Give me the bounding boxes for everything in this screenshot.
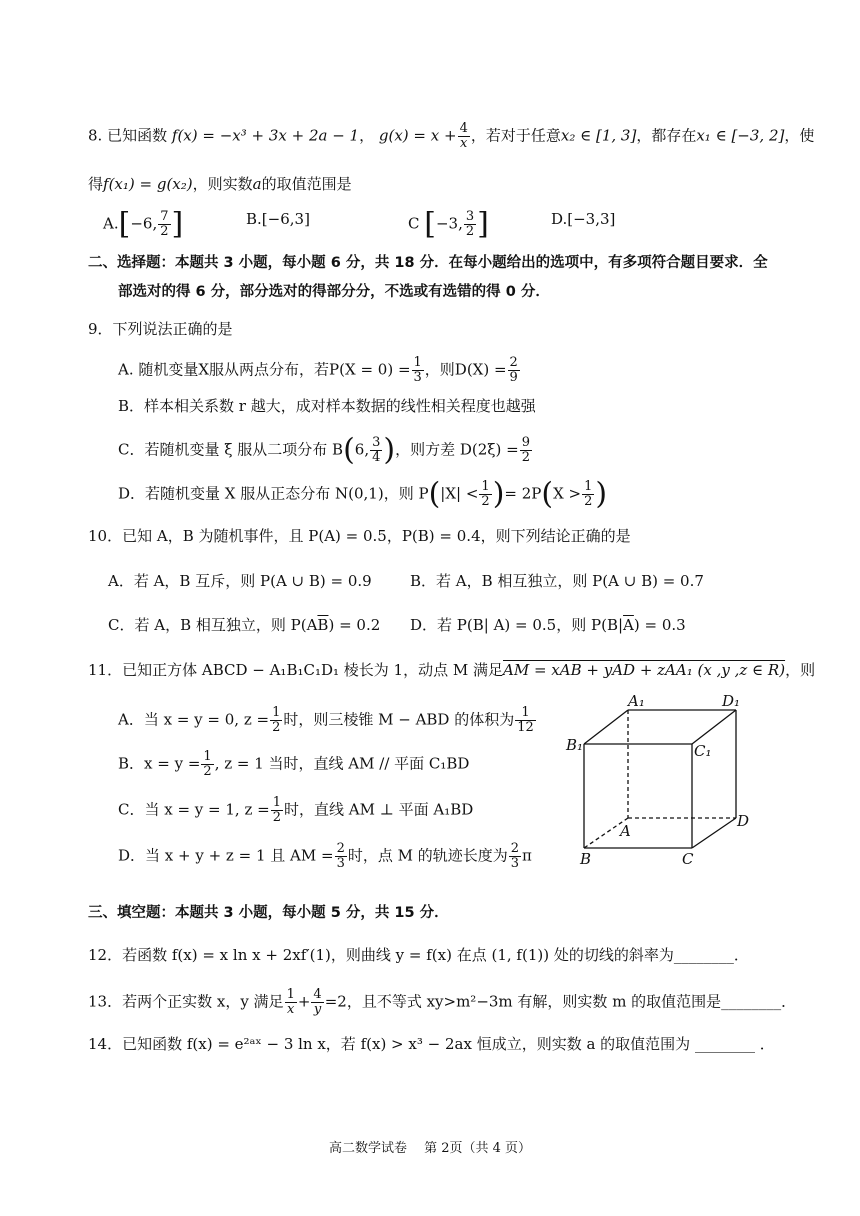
q10-option-d: D．若 P(B| A) = 0.5，则 $P(B|\overline{A}) = 0.3$ (410, 616, 686, 634)
section2-header-line1: 二、选择题：本题共 3 小题，每小题 6 分，共 18 分．在每小题给出的选项中，有多项符合题目要求．全 (88, 255, 768, 271)
q10-stem: 10．已知 A，B 为随机事件，且 P(A) = 0.5，P(B) = 0.4，则下列结论正确的是 (88, 527, 631, 545)
q9-stem: 9．下列说法正确的是 (88, 320, 233, 338)
q11-option-d: D．当 x + y + z = 1 且 AM = $\frac{2}{3}$ 时，点 M 的轨迹长度为 $\frac{2}{3}$ π (118, 841, 532, 871)
q11-option-b: B．x = y = $\frac{1}{2}$ , z = 1 当时，直线 AM // 平面 C₁BD (118, 749, 470, 779)
q13: 13．若两个正实数 x，y 满足 $\frac{1}{x}$ + $\frac{4}{y}$ =2，且不等式 xy>m²−3m 有解，则实数 m 的取值范围是________． (88, 987, 797, 1017)
cube-edge (692, 818, 736, 848)
q9-option-a: A. 随机变量X服从两点分布，若P(X = 0) = $\frac{1}{3}$ ，则D(X) = $\frac{2}{9}$ (118, 355, 518, 385)
q8-line2: 得f(x₁) = g(x₂)，则实数a的取值范围是 (88, 175, 352, 193)
cube-label-b: B (580, 850, 592, 868)
cube-label-b1: B₁ (566, 736, 584, 754)
q9-option-c: C．若随机变量 ξ 服从二项分布 B(6, $\frac{3}{4}$ )，则方差 D(2ξ) = $\frac{9}{2}$ (118, 432, 531, 468)
cube-label-a: A (620, 822, 631, 840)
fraction: $\frac{4}{x}$ (459, 121, 468, 151)
cube-edge (692, 710, 736, 744)
q8-option-c: C [−3, $\frac{3}{2}$ ] (408, 206, 489, 242)
q8-option-a: A.[−6, $\frac{7}{2}$ ] (103, 206, 184, 242)
q14: 14．已知函数 f(x) = e²ᵃˣ − 3 ln x，若 f(x) > x³ − 2ax 恒成立，则实数 a 的取值范围为 ________ ． (88, 1035, 775, 1053)
q12: 12．若函数 f(x) = x ln x + 2xf′(1)，则曲线 y = f(x) 在点 (1, f(1)) 处的切线的斜率为________． (88, 946, 749, 964)
q8-option-d: D.[−3,3] (551, 210, 616, 228)
cube-label-a1: A₁ (628, 692, 645, 710)
cube-label-d1: D₁ (722, 692, 741, 710)
q8-option-b: B.[−6,3] (246, 210, 310, 228)
q8-line1: 8. 已知函数 f(x) = −x³ + 3x + 2a − 1， g(x) = x + $\frac{4}{x}$ ，若对于任意x₂ ∈ [1, 3]，都存在x₁ ∈ [−3, 2]，使 (88, 121, 815, 151)
q9-option-d: D．若随机变量 X 服从正态分布 N(0,1)，则 P(|X| < $\frac{1}{2}$ )= 2P(X > $\frac{1}{2}$ ) (118, 476, 608, 512)
section2-header-line2: 部选对的得 6 分，部分选对的得部分分，不选或有选错的得 0 分． (118, 284, 550, 300)
cube-label-c1: C₁ (694, 742, 712, 760)
q10-option-a: A．若 A，B 互斥，则 P(A ∪ B) = 0.9 (108, 572, 372, 590)
q10-option-b: B．若 A，B 相互独立，则 P(A ∪ B) = 0.7 (410, 572, 704, 590)
q9-option-b: B．样本相关系数 r 越大，成对样本数据的线性相关程度也越强 (118, 397, 536, 415)
q11-stem: 11．已知正方体 ABCD − A₁B₁C₁D₁ 棱长为 1，动点 M 满足AM = xAB + yAD + zAA₁ (x ,y ,z ∈ R)，则 (88, 661, 816, 679)
q10-option-c: C．若 A，B 相互独立，则 $P(A\overline{B}) = 0.2$ (108, 616, 381, 634)
page-footer: 高二数学试卷 第 2页（共 4 页） (328, 1141, 532, 1156)
section3-header: 三、填空题：本题共 3 小题，每小题 5 分，共 15 分． (88, 905, 449, 921)
cube-figure (560, 690, 780, 880)
q11-option-c: C．当 x = y = 1, z = $\frac{1}{2}$ 时，直线 AM ⊥ 平面 A₁BD (118, 795, 474, 825)
q11-option-a: A．当 x = y = 0, z = $\frac{1}{2}$ 时，则三棱锥 M − ABD 的体积为 $\frac{1}{12}$ (118, 705, 534, 735)
cube-label-d: D (737, 812, 750, 830)
cube-edge (584, 710, 628, 744)
cube-label-c: C (682, 850, 694, 868)
